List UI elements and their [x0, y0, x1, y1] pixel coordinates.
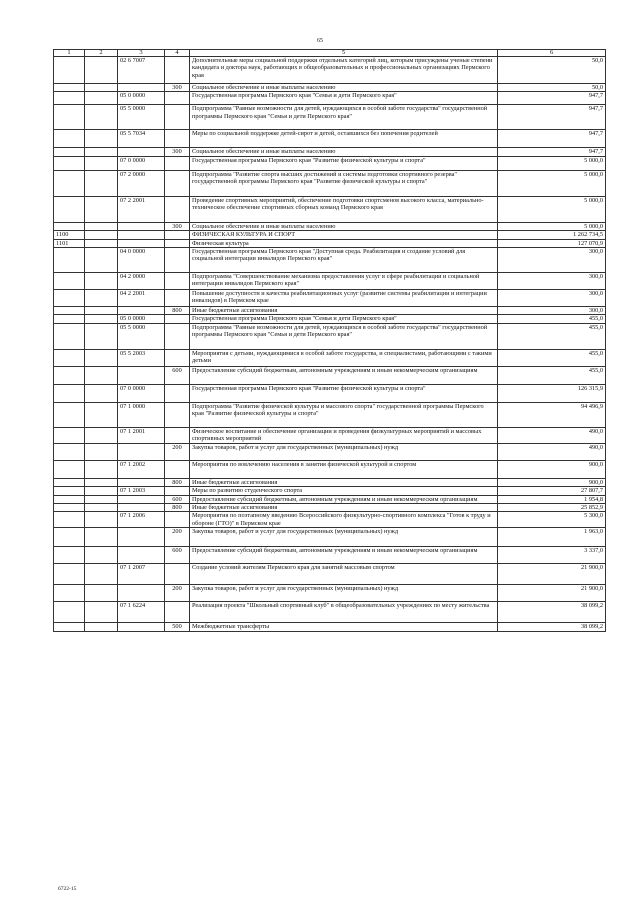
expense-type-cell — [165, 460, 190, 478]
amount-cell: 947,7 — [498, 105, 606, 130]
subsection-code-cell — [85, 443, 118, 460]
target-article-cell — [118, 239, 165, 247]
table-row — [54, 148, 606, 156]
item-name-cell: Государственная программа Пермского края "Семья и дети Пермского края" — [190, 92, 498, 105]
subsection-code-cell — [85, 84, 118, 92]
subsection-code-cell — [85, 196, 118, 222]
table-row — [54, 130, 606, 148]
table-row — [54, 585, 606, 602]
target-article-cell: 07 1 2003 — [118, 487, 165, 495]
amount-cell: 1 262 734,5 — [498, 231, 606, 239]
item-name-cell: Подпрограмма "Равные возможности для детей, нуждающихся в особой заботе государства" государственной программы Пермского края "Семья и дети Пермского края" — [190, 105, 498, 130]
table-row — [54, 315, 606, 323]
subsection-code-cell — [85, 512, 118, 528]
section-code-cell — [54, 307, 85, 315]
expense-type-cell — [165, 196, 190, 222]
subsection-code-cell — [85, 323, 118, 349]
expense-type-cell: 200 — [165, 528, 190, 547]
amount-cell: 490,0 — [498, 427, 606, 443]
subsection-code-cell — [85, 156, 118, 170]
expense-type-cell: 200 — [165, 585, 190, 602]
target-article-cell: 07 1 2006 — [118, 512, 165, 528]
table-row — [54, 84, 606, 92]
expense-type-cell: 600 — [165, 366, 190, 384]
section-code-cell — [54, 495, 85, 503]
section-code-cell — [54, 512, 85, 528]
subsection-code-cell — [85, 231, 118, 239]
section-code-cell — [54, 273, 85, 290]
table-row — [54, 105, 606, 130]
table-row — [54, 487, 606, 495]
section-code-cell — [54, 623, 85, 631]
item-name-cell: Мероприятия по вовлечению населения в занятия физической культурой и спортом — [190, 460, 498, 478]
expense-type-cell — [165, 564, 190, 585]
target-article-cell — [118, 623, 165, 631]
target-article-cell: 05 5 0000 — [118, 323, 165, 349]
subsection-code-cell — [85, 248, 118, 273]
section-code-cell — [54, 528, 85, 547]
expense-type-cell — [165, 130, 190, 148]
section-code-cell — [54, 57, 85, 84]
target-article-cell — [118, 84, 165, 92]
item-name-cell: Социальное обеспечение и иные выплаты населению — [190, 84, 498, 92]
table-row — [54, 273, 606, 290]
expense-type-cell: 600 — [165, 547, 190, 564]
table-row — [54, 349, 606, 366]
section-code-cell — [54, 196, 85, 222]
expense-type-cell — [165, 57, 190, 84]
item-name-cell: Подпрограмма "Развитие спорта высших достижений и системы подготовки спортивного резерва" государственной программы Пермского края "Развитие физической культуры и спорта" — [190, 170, 498, 196]
amount-cell: 455,0 — [498, 349, 606, 366]
column-number-5: 5 — [190, 50, 498, 57]
target-article-cell — [118, 547, 165, 564]
item-name-cell: Меры по социальной поддержке детей-сирот и детей, оставшихся без попечения родителей — [190, 130, 498, 148]
target-article-cell: 04 2 0000 — [118, 273, 165, 290]
expense-type-cell — [165, 239, 190, 247]
amount-cell: 5 000,0 — [498, 156, 606, 170]
expense-type-cell — [165, 323, 190, 349]
expense-type-cell — [165, 349, 190, 366]
column-number-6: 6 — [498, 50, 606, 57]
budget-table — [53, 49, 606, 632]
amount-cell: 300,0 — [498, 273, 606, 290]
target-article-cell: 04 2 2001 — [118, 290, 165, 307]
subsection-code-cell — [85, 92, 118, 105]
section-code-cell — [54, 547, 85, 564]
subsection-code-cell — [85, 495, 118, 503]
subsection-code-cell — [85, 602, 118, 623]
section-code-cell — [54, 105, 85, 130]
subsection-code-cell — [85, 478, 118, 486]
expense-type-cell — [165, 156, 190, 170]
amount-cell: 455,0 — [498, 366, 606, 384]
subsection-code-cell — [85, 487, 118, 495]
expense-type-cell: 300 — [165, 84, 190, 92]
table-row — [54, 290, 606, 307]
section-code-cell — [54, 504, 85, 512]
subsection-code-cell — [85, 402, 118, 427]
expense-type-cell — [165, 512, 190, 528]
table-row — [54, 248, 606, 273]
target-article-cell: 05 0 0000 — [118, 315, 165, 323]
subsection-code-cell — [85, 564, 118, 585]
amount-cell: 21 900,0 — [498, 585, 606, 602]
item-name-cell: Иные бюджетные ассигнования — [190, 307, 498, 315]
section-code-cell — [54, 366, 85, 384]
section-code-cell — [54, 156, 85, 170]
section-code-cell: 1100 — [54, 231, 85, 239]
amount-cell: 5 300,0 — [498, 512, 606, 528]
column-number-row — [54, 50, 606, 57]
table-row — [54, 402, 606, 427]
item-name-cell: Дополнительные меры социальной поддержки отдельных категорий лиц, которым присуждены ученые степени кандидата и доктора наук, работающих в общеобразовательных и профессиональных организациях Пермского края — [190, 57, 498, 84]
amount-cell: 50,0 — [498, 84, 606, 92]
table-row — [54, 323, 606, 349]
amount-cell: 38 099,2 — [498, 602, 606, 623]
section-code-cell — [54, 427, 85, 443]
expense-type-cell — [165, 315, 190, 323]
table-row — [54, 92, 606, 105]
target-article-cell: 05 5 7034 — [118, 130, 165, 148]
target-article-cell — [118, 443, 165, 460]
section-code-cell — [54, 460, 85, 478]
expense-type-cell — [165, 384, 190, 402]
table-row — [54, 443, 606, 460]
target-article-cell: 07 1 2007 — [118, 564, 165, 585]
column-number-1: 1 — [54, 50, 85, 57]
item-name-cell: Реализация проекта "Школьный спортивный клуб" в общеобразовательных учреждениях по месту жительства — [190, 602, 498, 623]
expense-type-cell: 800 — [165, 307, 190, 315]
section-code-cell — [54, 92, 85, 105]
target-article-cell: 04 0 0000 — [118, 248, 165, 273]
expense-type-cell — [165, 602, 190, 623]
page-number: 65 — [317, 38, 323, 44]
amount-cell: 947,7 — [498, 148, 606, 156]
expense-type-cell: 800 — [165, 504, 190, 512]
amount-cell: 490,0 — [498, 443, 606, 460]
amount-cell: 455,0 — [498, 323, 606, 349]
footer-code: 6722-15 — [58, 886, 77, 892]
amount-cell: 3 337,0 — [498, 547, 606, 564]
target-article-cell — [118, 222, 165, 230]
expense-type-cell — [165, 231, 190, 239]
target-article-cell — [118, 495, 165, 503]
table-row — [54, 623, 606, 631]
table-row — [54, 512, 606, 528]
item-name-cell: Государственная программа Пермского края "Семья и дети Пермского края" — [190, 315, 498, 323]
amount-cell: 900,0 — [498, 478, 606, 486]
item-name-cell: Физическое воспитание и обеспечение организации и проведения физкультурных мероприятий и массовых спортивных мероприятий — [190, 427, 498, 443]
section-code-cell — [54, 478, 85, 486]
subsection-code-cell — [85, 290, 118, 307]
item-name-cell: Иные бюджетные ассигнования — [190, 504, 498, 512]
target-article-cell — [118, 366, 165, 384]
target-article-cell — [118, 478, 165, 486]
subsection-code-cell — [85, 57, 118, 84]
subsection-code-cell — [85, 148, 118, 156]
column-number-2: 2 — [85, 50, 118, 57]
target-article-cell: 07 1 2001 — [118, 427, 165, 443]
table-row — [54, 495, 606, 503]
subsection-code-cell — [85, 222, 118, 230]
table-row — [54, 384, 606, 402]
subsection-code-cell — [85, 315, 118, 323]
item-name-cell: Социальное обеспечение и иные выплаты населению — [190, 148, 498, 156]
amount-cell: 27 807,7 — [498, 487, 606, 495]
amount-cell: 947,7 — [498, 130, 606, 148]
item-name-cell: Государственная программа Пермского края "Развитие физической культуры и спорта" — [190, 384, 498, 402]
subsection-code-cell — [85, 349, 118, 366]
subsection-code-cell — [85, 307, 118, 315]
target-article-cell — [118, 231, 165, 239]
amount-cell: 300,0 — [498, 248, 606, 273]
subsection-code-cell — [85, 105, 118, 130]
subsection-code-cell — [85, 623, 118, 631]
section-code-cell — [54, 84, 85, 92]
item-name-cell: Предоставление субсидий бюджетным, автономным учреждениям и иным некоммерческим организациям — [190, 495, 498, 503]
expense-type-cell: 300 — [165, 222, 190, 230]
amount-cell: 94 496,9 — [498, 402, 606, 427]
item-name-cell: ФИЗИЧЕСКАЯ КУЛЬТУРА И СПОРТ — [190, 231, 498, 239]
target-article-cell: 05 5 0000 — [118, 105, 165, 130]
item-name-cell: Социальное обеспечение и иные выплаты населению — [190, 222, 498, 230]
target-article-cell — [118, 528, 165, 547]
expense-type-cell — [165, 487, 190, 495]
table-row — [54, 57, 606, 84]
item-name-cell: Межбюджетные трансферты — [190, 623, 498, 631]
section-code-cell: 1101 — [54, 239, 85, 247]
section-code-cell — [54, 130, 85, 148]
subsection-code-cell — [85, 239, 118, 247]
expense-type-cell: 300 — [165, 148, 190, 156]
table-row — [54, 156, 606, 170]
amount-cell: 21 900,0 — [498, 564, 606, 585]
target-article-cell: 07 2 2001 — [118, 196, 165, 222]
amount-cell: 455,0 — [498, 315, 606, 323]
item-name-cell: Иные бюджетные ассигнования — [190, 478, 498, 486]
table-row — [54, 239, 606, 247]
expense-type-cell — [165, 290, 190, 307]
section-code-cell — [54, 402, 85, 427]
expense-type-cell: 800 — [165, 478, 190, 486]
table-row — [54, 222, 606, 230]
target-article-cell: 07 1 6224 — [118, 602, 165, 623]
subsection-code-cell — [85, 460, 118, 478]
amount-cell: 900,0 — [498, 460, 606, 478]
amount-cell: 947,7 — [498, 92, 606, 105]
amount-cell: 50,0 — [498, 57, 606, 84]
section-code-cell — [54, 487, 85, 495]
amount-cell: 127 070,9 — [498, 239, 606, 247]
section-code-cell — [54, 384, 85, 402]
item-name-cell: Подпрограмма "Развитие физической культуры и массового спорта" государственной программы Пермского края "Развитие физической культуры и спорта" — [190, 402, 498, 427]
section-code-cell — [54, 290, 85, 307]
table-row — [54, 528, 606, 547]
subsection-code-cell — [85, 384, 118, 402]
subsection-code-cell — [85, 528, 118, 547]
amount-cell: 300,0 — [498, 307, 606, 315]
item-name-cell: Государственная программа Пермского края "Развитие физической культуры и спорта" — [190, 156, 498, 170]
subsection-code-cell — [85, 366, 118, 384]
section-code-cell — [54, 170, 85, 196]
target-article-cell: 05 0 0000 — [118, 92, 165, 105]
amount-cell: 38 099,2 — [498, 623, 606, 631]
expense-type-cell — [165, 248, 190, 273]
amount-cell: 5 000,0 — [498, 222, 606, 230]
item-name-cell: Подпрограмма "Совершенствование механизма предоставления услуг в сфере реабилитации и социальной интеграции инвалидов Пермского края" — [190, 273, 498, 290]
section-code-cell — [54, 315, 85, 323]
item-name-cell: Предоставление субсидий бюджетным, автономным учреждениям и иным некоммерческим организациям — [190, 547, 498, 564]
expense-type-cell — [165, 92, 190, 105]
amount-cell: 5 000,0 — [498, 170, 606, 196]
expense-type-cell: 200 — [165, 443, 190, 460]
section-code-cell — [54, 222, 85, 230]
amount-cell: 126 315,9 — [498, 384, 606, 402]
amount-cell: 1 963,0 — [498, 528, 606, 547]
section-code-cell — [54, 323, 85, 349]
table-row — [54, 602, 606, 623]
section-code-cell — [54, 148, 85, 156]
item-name-cell: Подпрограмма "Равные возможности для детей, нуждающихся в особой заботе государства" государственной программы Пермского края "Семья и дети Пермского края" — [190, 323, 498, 349]
column-number-3: 3 — [118, 50, 165, 57]
expense-type-cell — [165, 170, 190, 196]
section-code-cell — [54, 443, 85, 460]
table-row — [54, 460, 606, 478]
item-name-cell: Мероприятия по поэтапному введению Всероссийского физкультурно-спортивного комплекса "Готов к труду и обороне (ГТО)" в Пермском крае — [190, 512, 498, 528]
item-name-cell: Закупка товаров, работ и услуг для государственных (муниципальных) нужд — [190, 443, 498, 460]
target-article-cell — [118, 307, 165, 315]
subsection-code-cell — [85, 170, 118, 196]
table-row — [54, 196, 606, 222]
table-row — [54, 366, 606, 384]
amount-cell: 5 000,0 — [498, 196, 606, 222]
amount-cell: 25 852,9 — [498, 504, 606, 512]
target-article-cell — [118, 148, 165, 156]
table-row — [54, 170, 606, 196]
amount-cell: 1 954,8 — [498, 495, 606, 503]
table-row — [54, 307, 606, 315]
expense-type-cell — [165, 105, 190, 130]
target-article-cell — [118, 585, 165, 602]
expense-type-cell: 600 — [165, 495, 190, 503]
table-row — [54, 478, 606, 486]
target-article-cell: 02 6 7007 — [118, 57, 165, 84]
item-name-cell: Физическая культура — [190, 239, 498, 247]
expense-type-cell — [165, 273, 190, 290]
item-name-cell: Мероприятия с детьми, нуждающимися в особой заботе государства, и специалистами, работающими с такими детьми — [190, 349, 498, 366]
subsection-code-cell — [85, 547, 118, 564]
subsection-code-cell — [85, 273, 118, 290]
column-number-4: 4 — [165, 50, 190, 57]
target-article-cell: 07 0 0000 — [118, 384, 165, 402]
target-article-cell: 07 1 2002 — [118, 460, 165, 478]
target-article-cell: 07 1 0000 — [118, 402, 165, 427]
item-name-cell: Предоставление субсидий бюджетным, автономным учреждениям и иным некоммерческим организациям — [190, 366, 498, 384]
section-code-cell — [54, 585, 85, 602]
subsection-code-cell — [85, 504, 118, 512]
table-row — [54, 427, 606, 443]
table-row — [54, 564, 606, 585]
expense-type-cell — [165, 427, 190, 443]
subsection-code-cell — [85, 130, 118, 148]
section-code-cell — [54, 602, 85, 623]
item-name-cell: Закупка товаров, работ и услуг для государственных (муниципальных) нужд — [190, 585, 498, 602]
item-name-cell: Повышение доступности и качества реабилитационных услуг (развитие системы реабилитации и интеграции инвалидов) в Пермском крае — [190, 290, 498, 307]
table-row — [54, 504, 606, 512]
target-article-cell: 07 2 0000 — [118, 170, 165, 196]
subsection-code-cell — [85, 585, 118, 602]
item-name-cell: Закупка товаров, работ и услуг для государственных (муниципальных) нужд — [190, 528, 498, 547]
expense-type-cell: 500 — [165, 623, 190, 631]
item-name-cell: Государственная программа Пермского края "Доступная среда. Реабилитация и создание условий для социальной интеграции инвалидов Пермского края" — [190, 248, 498, 273]
target-article-cell — [118, 504, 165, 512]
amount-cell: 300,0 — [498, 290, 606, 307]
target-article-cell: 05 5 2003 — [118, 349, 165, 366]
table-row — [54, 231, 606, 239]
item-name-cell: Создание условий жителям Пермского края для занятий массовым спортом — [190, 564, 498, 585]
item-name-cell: Меры по развитию студенческого спорта — [190, 487, 498, 495]
section-code-cell — [54, 248, 85, 273]
section-code-cell — [54, 564, 85, 585]
target-article-cell: 07 0 0000 — [118, 156, 165, 170]
table-row — [54, 547, 606, 564]
subsection-code-cell — [85, 427, 118, 443]
section-code-cell — [54, 349, 85, 366]
expense-type-cell — [165, 402, 190, 427]
item-name-cell: Проведение спортивных мероприятий, обеспечение подготовки спортсменов высокого класса, материально-техническое обеспечение спортивных сборных команд Пермского края — [190, 196, 498, 222]
